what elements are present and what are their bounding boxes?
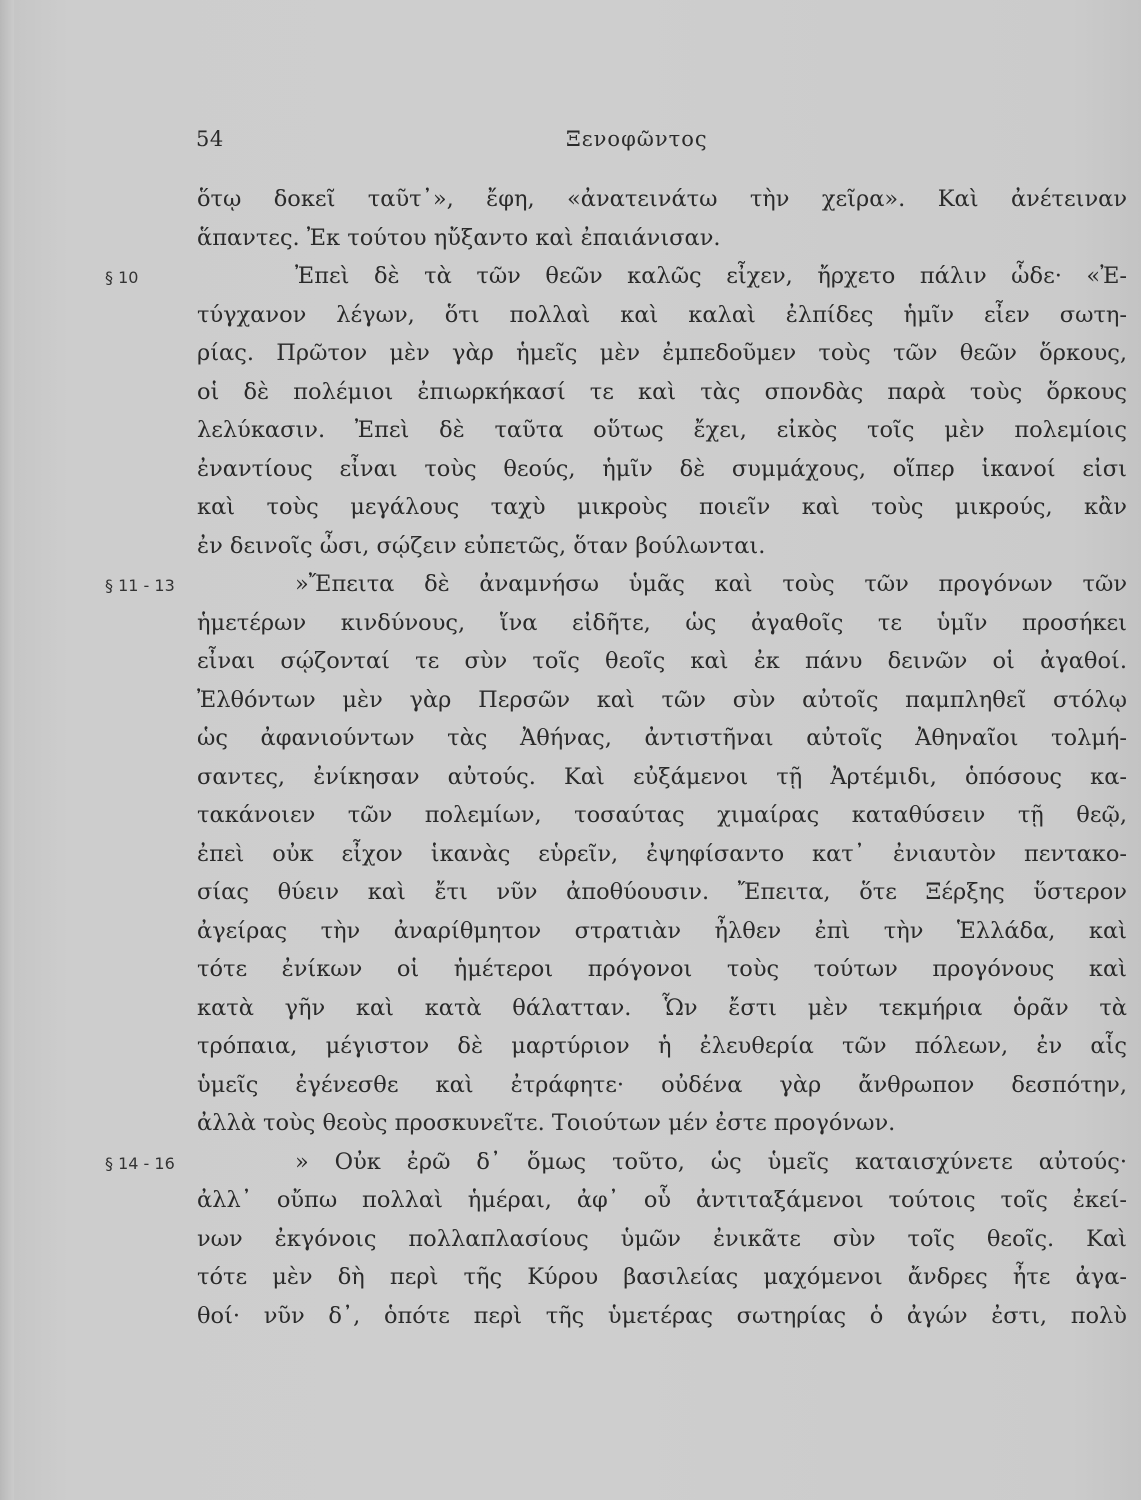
text-line: θοί· νῦν δ᾽, ὁπότε περὶ τῆς ὑμετέρας σωτηρίας ὁ ἀγών ἐστι, πολὺ — [197, 1302, 1127, 1329]
section-marker: § 11 - 13 — [105, 576, 175, 595]
text-line: ἡμετέρων κινδύνους, ἵνα εἰδῆτε, ὡς ἀγαθοῖς τε ὑμῖν προσήκει — [197, 609, 1127, 636]
text-line: ἅπαντες. Ἐκ τούτου ηὔξαντο καὶ ἐπαιάνισαν. — [197, 224, 721, 251]
text-line: τότε μὲν δὴ περὶ τῆς Κύρου βασιλείας μαχόμενοι ἄνδρες ἦτε ἀγα- — [197, 1264, 1127, 1290]
text-line: σαντες, ἐνίκησαν αὐτούς. Καὶ εὐξάμενοι τῇ Ἀρτέμιδι, ὁπόσους κα- — [197, 763, 1127, 790]
text-line: Ἐλθόντων μὲν γὰρ Περσῶν καὶ τῶν σὺν αὐτοῖς παμπληθεῖ στόλῳ — [197, 686, 1127, 713]
text-line: νων ἐκγόνοις πολλαπλασίους ὑμῶν ἐνικᾶτε σὺν τοῖς θεοῖς. Καὶ — [197, 1225, 1127, 1252]
section-marker: § 10 — [105, 268, 139, 287]
text-line: σίας θύειν καὶ ἔτι νῦν ἀποθύουσιν. Ἔπειτα, ὅτε Ξέρξης ὕστερον — [197, 879, 1127, 905]
main-text — [105, 180, 1127, 1335]
text-line: § 14 - 16 » Οὐκ ἐρῶ δ᾽ ὅμως τοῦτο, ὡς ὑμεῖς καταισχύνετε αὐτούς· — [197, 1143, 1127, 1182]
text-line: ἐπεὶ οὐκ εἶχον ἱκανὰς εὑρεῖν, ἐψηφίσαντο κατ᾽ ἐνιαυτὸν πεντακο- — [197, 840, 1127, 867]
text-line: ἀγείρας τὴν ἀναρίθμητον στρατιὰν ἦλθεν ἐπὶ τὴν Ἑλλάδα, καὶ — [197, 917, 1127, 944]
text-line: ὅτῳ δοκεῖ ταῦτ᾽», ἔφη, «ἀνατεινάτω τὴν χεῖρα». Καὶ ἀνέτειναν — [197, 186, 1127, 212]
text-line: τακάνοιεν τῶν πολεμίων, τοσαύτας χιμαίρας καταθύσειν τῇ θεῷ, — [197, 802, 1127, 828]
text-line: § 11 - 13 »Ἔπειτα δὲ ἀναμνήσω ὑμᾶς καὶ τοὺς τῶν προγόνων τῶν — [197, 565, 1127, 604]
text-line: οἱ δὲ πολέμιοι ἐπιωρκήκασί τε καὶ τὰς σπονδὰς παρὰ τοὺς ὅρκους — [197, 378, 1127, 405]
text-line: κατὰ γῆν καὶ κατὰ θάλατταν. Ὧν ἔστι μὲν τεκμήρια ὁρᾶν τὰ — [197, 994, 1127, 1021]
text-line: λελύκασιν. Ἐπεὶ δὲ ταῦτα οὕτως ἔχει, εἰκὸς τοῖς μὲν πολεμίοις — [197, 417, 1127, 443]
text-line: καὶ τοὺς μεγάλους ταχὺ μικροὺς ποιεῖν καὶ τοὺς μικρούς, κἂν — [197, 494, 1127, 520]
text-line: § 10 Ἐπεὶ δὲ τὰ τῶν θεῶν καλῶς εἶχεν, ἤρχετο πάλιν ὧδε· «Ἐ- — [197, 257, 1127, 296]
text-line: ὡς ἀφανιούντων τὰς Ἀθήνας, ἀντιστῆναι αὐτοῖς Ἀθηναῖοι τολμή- — [197, 725, 1127, 751]
page-header — [196, 127, 1126, 161]
text-line: ἐναντίους εἶναι τοὺς θεούς, ἡμῖν δὲ συμμάχους, οἵπερ ἱκανοί εἰσι — [197, 455, 1127, 482]
page-number: 54 — [196, 127, 224, 151]
section-marker: § 14 - 16 — [105, 1153, 175, 1173]
text-line: τρόπαια, μέγιστον δὲ μαρτύριον ἡ ἐλευθερία τῶν πόλεων, ἐν αἷς — [197, 1033, 1127, 1059]
text-line: εἶναι σῴζονταί τε σὺν τοῖς θεοῖς καὶ ἐκ πάνυ δεινῶν οἱ ἀγαθοί. — [197, 648, 1127, 674]
running-title: Ξενοφῶντος — [566, 127, 708, 151]
text-line: ἀλλὰ τοὺς θεοὺς προσκυνεῖτε. Τοιούτων μέν ἐστε προγόνων. — [197, 1110, 896, 1136]
text-line: ὑμεῖς ἐγένεσθε καὶ ἐτράφητε· οὐδένα γὰρ ἄνθρωπον δεσπότην, — [197, 1071, 1127, 1098]
text-line: τότε ἐνίκων οἱ ἡμέτεροι πρόγονοι τοὺς τούτων προγόνους καὶ — [197, 956, 1127, 982]
text-line: τύγχανον λέγων, ὅτι πολλαὶ καὶ καλαὶ ἐλπίδες ἡμῖν εἶεν σωτη- — [197, 301, 1127, 328]
text-line: ρίας. Πρῶτον μὲν γὰρ ἡμεῖς μὲν ἐμπεδοῦμεν τοὺς τῶν θεῶν ὅρκους, — [197, 340, 1127, 366]
text-line: ἀλλ᾽ οὔπω πολλαὶ ἡμέραι, ἀφ᾽ οὗ ἀντιταξάμενοι τούτοις τοῖς ἐκεί- — [197, 1187, 1127, 1213]
text-line: ἐν δεινοῖς ὦσι, σῴζειν εὐπετῶς, ὅταν βούλωνται. — [197, 532, 766, 559]
page-spine-shadow — [0, 0, 14, 1500]
